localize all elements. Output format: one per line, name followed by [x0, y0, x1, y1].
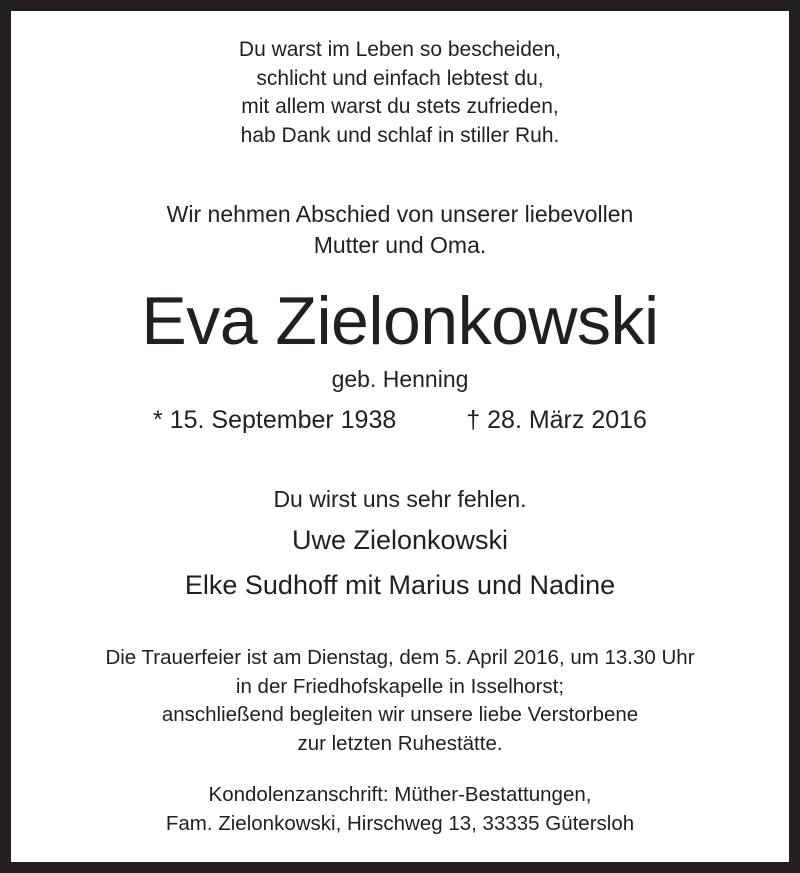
funeral-info: [11, 644, 789, 758]
poem-line: mit allem warst du stets zufrieden,: [241, 95, 559, 118]
deceased-name: Eva Zielonkowski: [141, 283, 659, 359]
poem-line: schlicht und einfach lebtest du,: [256, 66, 544, 90]
mourner: Elke Sudhoff mit Marius und Nadine: [184, 570, 616, 600]
death-date: † 28. März 2016: [466, 406, 647, 434]
birth-date: * 15. September 1938: [153, 406, 397, 434]
funeral-line: in der Friedhofskapelle in Isselhorst;: [235, 674, 565, 698]
obituary-card: [11, 11, 789, 862]
intro-line: Mutter und Oma.: [313, 232, 487, 258]
intro-text: [11, 199, 789, 261]
funeral-line: zur letzten Ruhestätte.: [297, 731, 503, 755]
poem-line: Du warst im Leben so bescheiden,: [238, 38, 562, 61]
condolence-address: [11, 781, 789, 838]
condolence-line: Fam. Zielonkowski, Hirschweg 13, 33335 Gütersloh: [165, 811, 635, 835]
maiden-name: geb. Henning: [331, 366, 469, 392]
poem-line: hab Dank und schlaf in stiller Ruh.: [240, 123, 560, 147]
farewell-text: Du wirst uns sehr fehlen.: [273, 486, 527, 512]
intro-line: Wir nehmen Abschied von unserer liebevollen: [166, 201, 634, 227]
mourners: [11, 518, 789, 608]
poem: [11, 36, 789, 150]
condolence-line: Kondolenzanschrift: Müther-Bestattungen,: [208, 783, 592, 806]
funeral-line: Die Trauerfeier ist am Dienstag, dem 5. April 2016, um 13.30 Uhr: [105, 646, 695, 669]
life-dates: [11, 404, 789, 436]
mourner: Uwe Zielonkowski: [291, 525, 509, 555]
funeral-line: anschließend begleiten wir unsere liebe Verstorbene: [161, 703, 639, 726]
